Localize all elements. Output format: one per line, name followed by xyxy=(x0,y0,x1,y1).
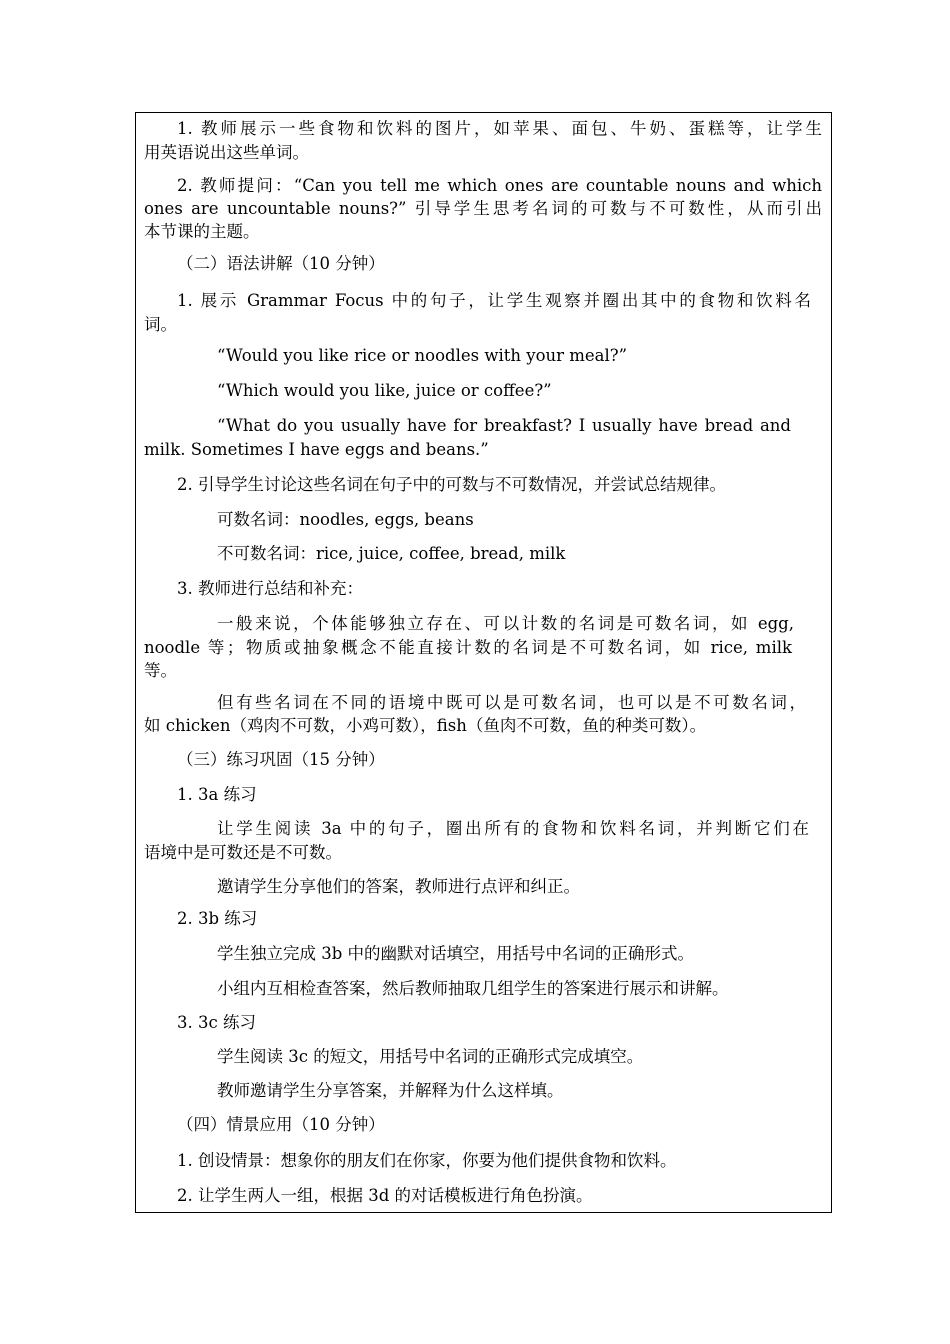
countable-nouns: 可数名词：noodles, eggs, beans xyxy=(217,510,474,529)
grammar-sentence-1: “Would you like rice or noodles with your meal?” xyxy=(217,346,628,365)
intro-item1-line2: 用英语说出这些单词。 xyxy=(144,143,309,162)
section2-item3: 3. 教师进行总结和补充： xyxy=(177,579,363,598)
section2-item1-line2: 词。 xyxy=(144,315,177,334)
section4-item2: 2. 让学生两人一组，根据 3d 的对话模板进行角色扮演。 xyxy=(177,1186,593,1205)
grammar-sentence-3-line2: milk. Sometimes I have eggs and beans.” xyxy=(144,440,489,459)
exercise-3b-para2: 小组内互相检查答案，然后教师抽取几组学生的答案进行展示和讲解。 xyxy=(217,979,729,998)
exercise-3c-title: 3. 3c 练习 xyxy=(177,1013,256,1032)
summary1-line2: noodle 等；物质或抽象概念不能直接计数的名词是不可数名词，如 rice, milk xyxy=(144,638,792,657)
section3-heading: （三）练习巩固（15 分钟） xyxy=(177,750,385,769)
grammar-sentence-3-line1: “What do you usually have for breakfast? I usually have bread and xyxy=(217,416,791,435)
intro-item2-line2: ones are uncountable nouns?” 引导学生思考名词的可数与不可数性，从而引出 xyxy=(144,199,822,218)
section4-item1: 1. 创设情景：想象你的朋友们在你家，你要为他们提供食物和饮料。 xyxy=(177,1151,677,1170)
summary2-line2: 如 chicken（鸡肉不可数，小鸡可数），fish（鱼肉不可数，鱼的种类可数）。 xyxy=(144,716,707,735)
summary1-line1: 一般来说，个体能够独立存在、可以计数的名词是可数名词，如 egg, xyxy=(217,614,794,633)
exercise-3a-para2: 邀请学生分享他们的答案，教师进行点评和纠正。 xyxy=(217,877,580,896)
exercise-3c-para2: 教师邀请学生分享答案，并解释为什么这样填。 xyxy=(217,1081,564,1100)
section4-heading: （四）情景应用（10 分钟） xyxy=(177,1115,385,1134)
exercise-3b-para1: 学生独立完成 3b 中的幽默对话填空，用括号中名词的正确形式。 xyxy=(217,944,695,963)
intro-item2-line3: 本节课的主题。 xyxy=(144,222,260,241)
summary2-line1: 但有些名词在不同的语境中既可以是可数名词，也可以是不可数名词， xyxy=(217,693,806,712)
exercise-3b-title: 2. 3b 练习 xyxy=(177,909,258,928)
summary1-line3: 等。 xyxy=(144,661,177,680)
exercise-3a-para1-line1: 让学生阅读 3a 中的句子，圈出所有的食物和饮料名词，并判断它们在 xyxy=(217,819,809,838)
exercise-3a-title: 1. 3a 练习 xyxy=(177,785,257,804)
intro-item2-line1: 2. 教师提问：“Can you tell me which ones are countable nouns and which xyxy=(177,176,822,195)
exercise-3c-para1: 学生阅读 3c 的短文，用括号中名词的正确形式完成填空。 xyxy=(217,1047,644,1066)
section2-heading: （二）语法讲解（10 分钟） xyxy=(177,254,385,273)
grammar-sentence-2: “Which would you like, juice or coffee?” xyxy=(217,381,552,400)
section2-item2: 2. 引导学生讨论这些名词在句子中的可数与不可数情况，并尝试总结规律。 xyxy=(177,475,726,494)
uncountable-nouns: 不可数名词：rice, juice, coffee, bread, milk xyxy=(217,544,566,563)
exercise-3a-para1-line2: 语境中是可数还是不可数。 xyxy=(144,843,342,862)
intro-item1-line1: 1. 教师展示一些食物和饮料的图片，如苹果、面包、牛奶、蛋糕等，让学生 xyxy=(177,119,822,138)
section2-item1-line1: 1. 展示 Grammar Focus 中的句子，让学生观察并圈出其中的食物和饮料名 xyxy=(177,291,811,310)
